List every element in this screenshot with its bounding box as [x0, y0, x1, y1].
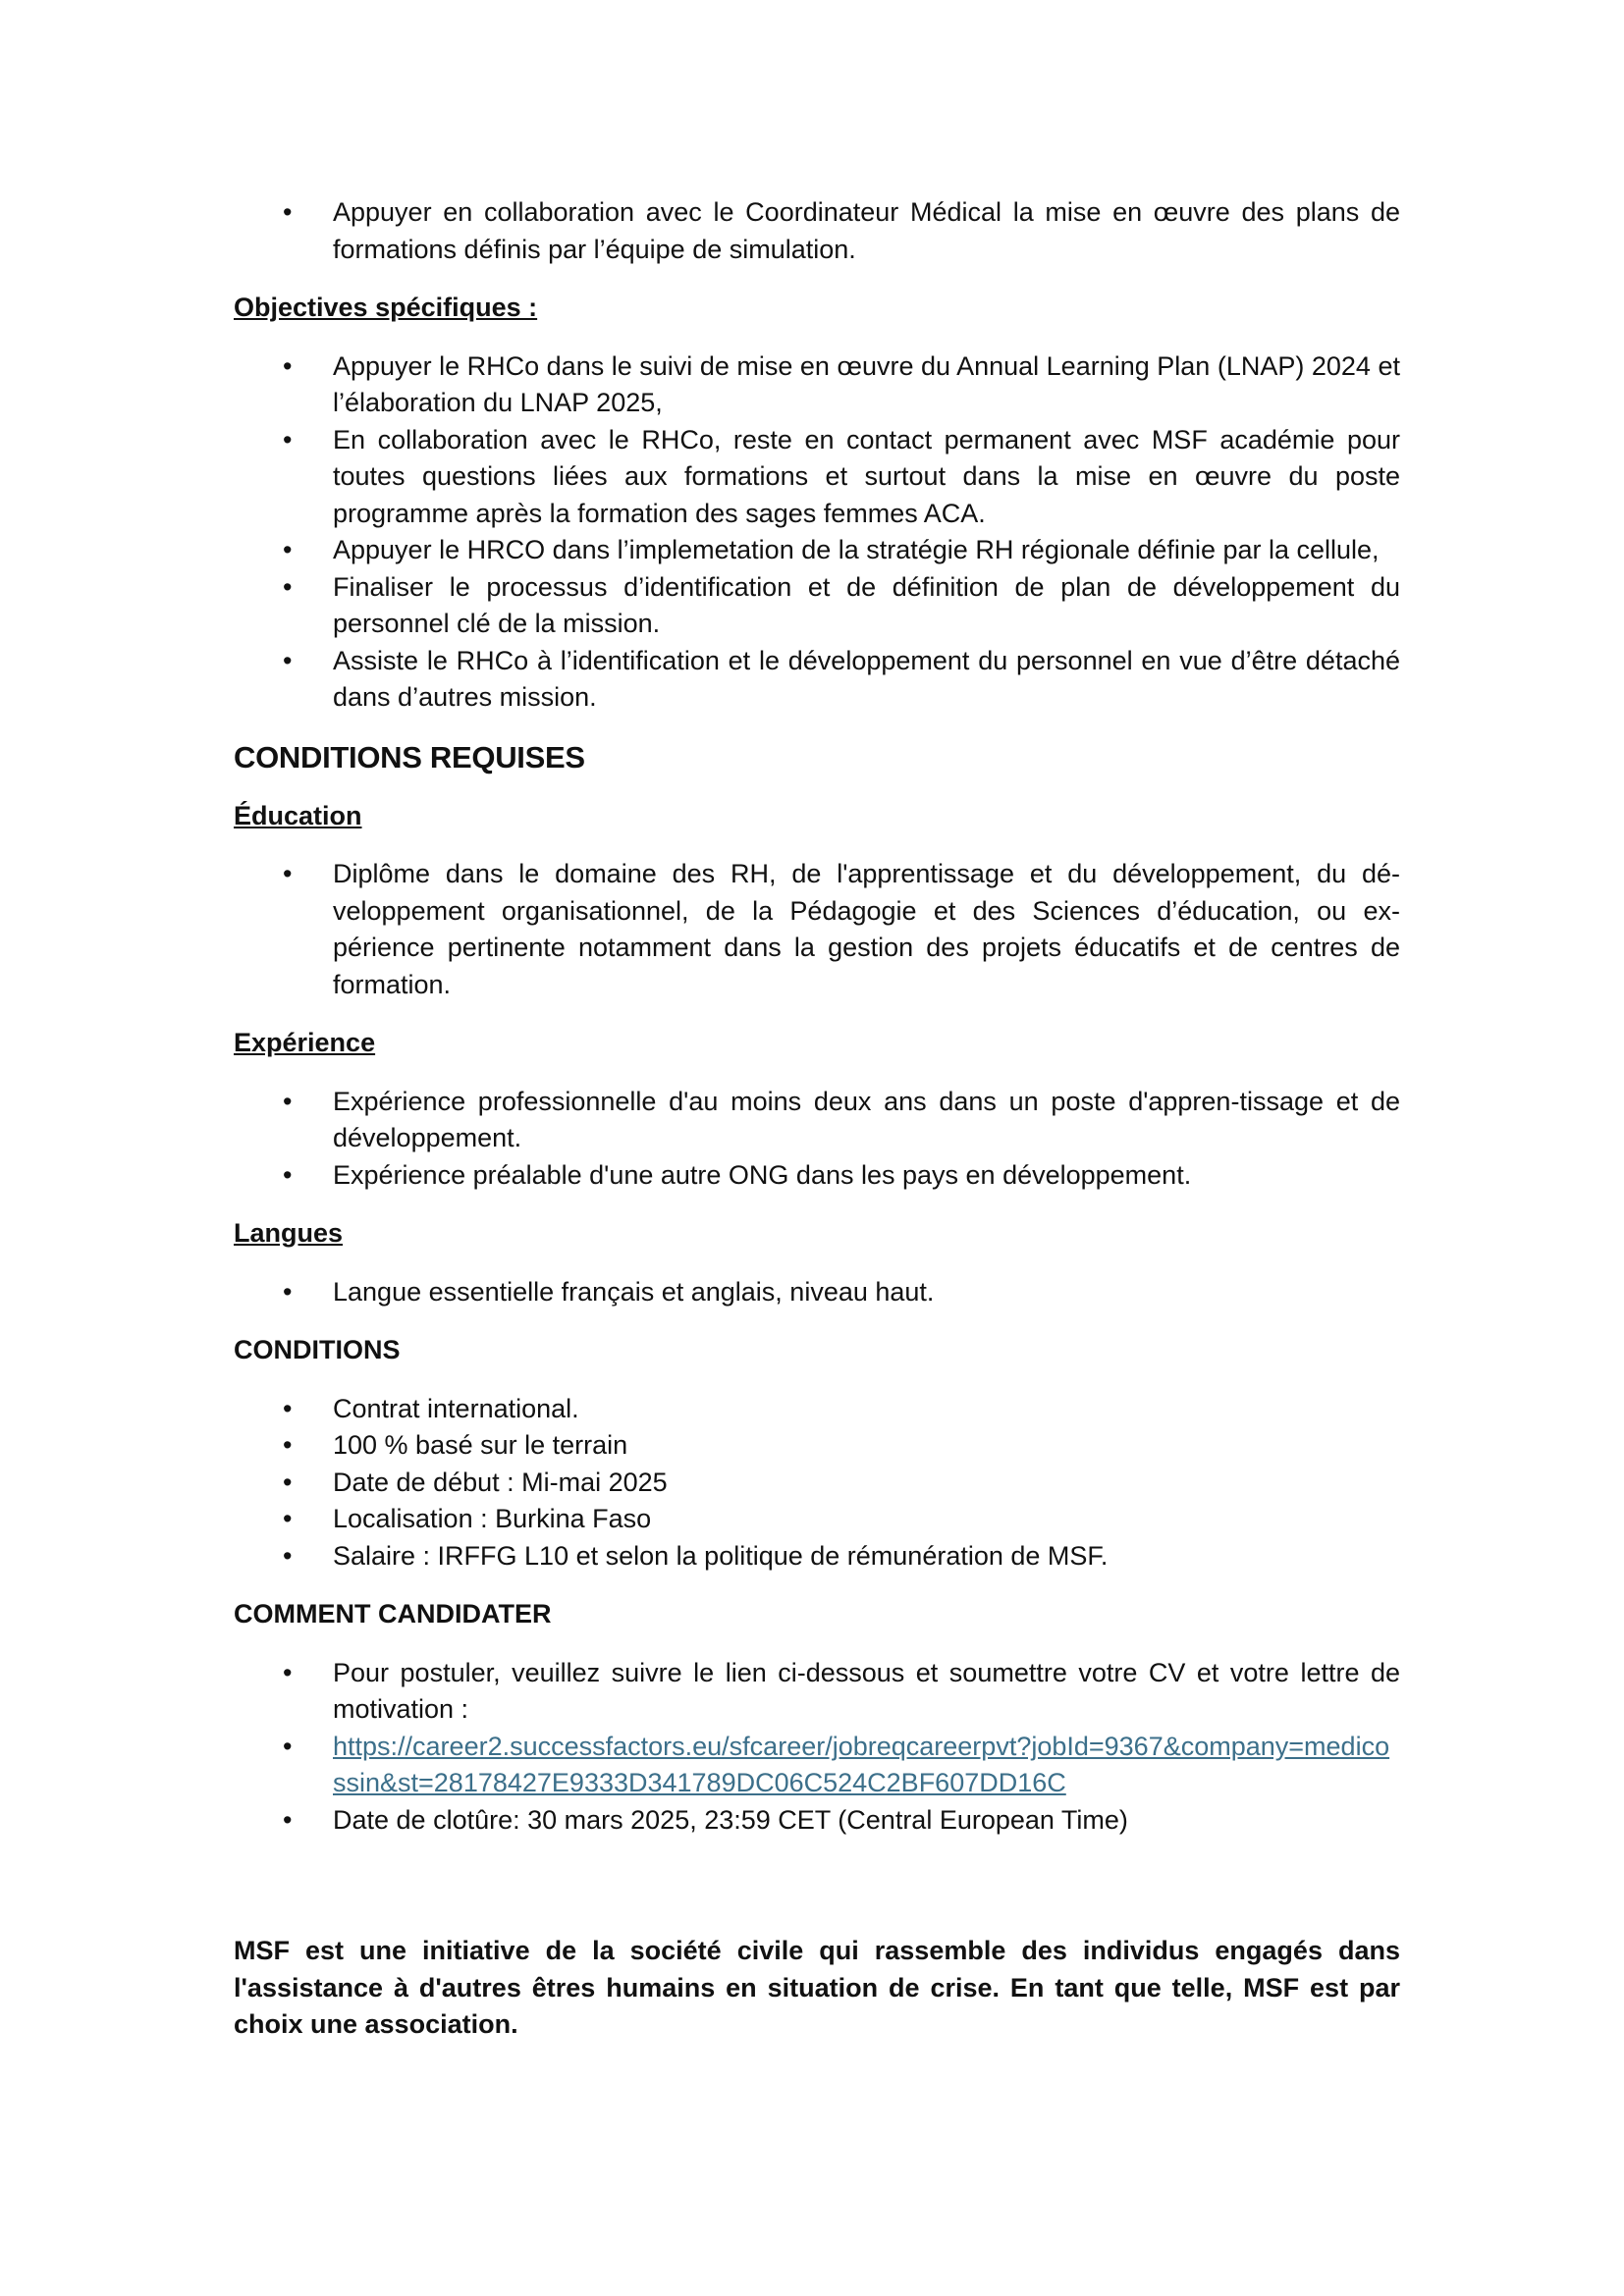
apply-title: COMMENT CANDIDATER: [234, 1599, 552, 1629]
conditions-title: CONDITIONS: [234, 1335, 401, 1364]
languages-list: [234, 1274, 1400, 1311]
education-heading: Éducation: [234, 800, 362, 830]
document-page: [234, 194, 1400, 2044]
conditions-list: [234, 1391, 1400, 1575]
education-list: [234, 856, 1400, 1003]
apply-list: [234, 1655, 1400, 1840]
closing-statement: MSF est une initiative de la société civile qui rassemble des individus engagés dans l'assistance à d'autres êtres humains en situation de crise. En tant que telle, MSF est par choix une association.: [234, 1936, 1400, 2039]
requirements-title: CONDITIONS REQUISES: [234, 739, 585, 774]
application-link[interactable]: https://career2.successfactors.eu/sfcareer/jobreqcareerpvt?jobId=9367&company=medicossin&st=28178427E9333D341789DC06C524C2BF607DD16C: [333, 1731, 1390, 1797]
list-item: • Expérience professionnelle d'au moins deux ans dans un poste d'appren-tissage et de développement.: [234, 1084, 1400, 1157]
list-item: • 100 % basé sur le terrain: [234, 1427, 1400, 1465]
objectives-list: [234, 348, 1400, 717]
list-item: • Assiste le RHCo à l’identification et le développement du personnel en vue d’être détaché dans d’autres mission.: [234, 643, 1400, 717]
list-item: • Salaire : IRFFG L10 et selon la politique de rémunération de MSF.: [234, 1538, 1400, 1575]
list-item: • Date de début : Mi-mai 2025: [234, 1465, 1400, 1502]
list-item: • Contrat international.: [234, 1391, 1400, 1428]
list-item: • Diplôme dans le domaine des RH, de l'apprentissage et du développement, du dé-veloppement organisationnel, de la Pédagogie et des Sciences d’éducation, ou ex-périence pertinente notamment dans la gestion des projets éducatifs et de centres de formation.: [234, 856, 1400, 1003]
list-item: • Appuyer le HRCO dans l’implemetation de la stratégie RH régionale définie par la cellule,: [234, 532, 1400, 569]
experience-heading: Expérience: [234, 1028, 376, 1057]
objectives-heading: Objectives spécifiques :: [234, 293, 538, 322]
list-item: • Langue essentielle français et anglais, niveau haut.: [234, 1274, 1400, 1311]
intro-list: [234, 194, 1400, 268]
list-item: • Appuyer en collaboration avec le Coordinateur Médical la mise en œuvre des plans de formations définis par l’équipe de simulation.: [234, 194, 1400, 268]
list-item: • Appuyer le RHCo dans le suivi de mise en œuvre du Annual Learning Plan (LNAP) 2024 et l’élaboration du LNAP 2025,: [234, 348, 1400, 422]
list-item: • En collaboration avec le RHCo, reste en contact permanent avec MSF académie pour toutes questions liées aux formations et surtout dans la mise en œuvre du poste programme après la formation des sages femmes ACA.: [234, 422, 1400, 533]
list-item: • Localisation : Burkina Faso: [234, 1501, 1400, 1538]
list-item: • Expérience préalable d'une autre ONG dans les pays en développement.: [234, 1157, 1400, 1195]
languages-heading: Langues: [234, 1218, 344, 1248]
list-item: • Finaliser le processus d’identification et de définition de plan de développement du personnel clé de la mission.: [234, 569, 1400, 643]
apply-instruction: • Pour postuler, veuillez suivre le lien ci-dessous et soumettre votre CV et votre lettre de motivation :: [234, 1655, 1400, 1729]
list-item: [234, 1729, 1400, 1802]
experience-list: [234, 1084, 1400, 1195]
apply-deadline: • Date de clotûre: 30 mars 2025, 23:59 CET (Central European Time): [234, 1802, 1400, 1840]
